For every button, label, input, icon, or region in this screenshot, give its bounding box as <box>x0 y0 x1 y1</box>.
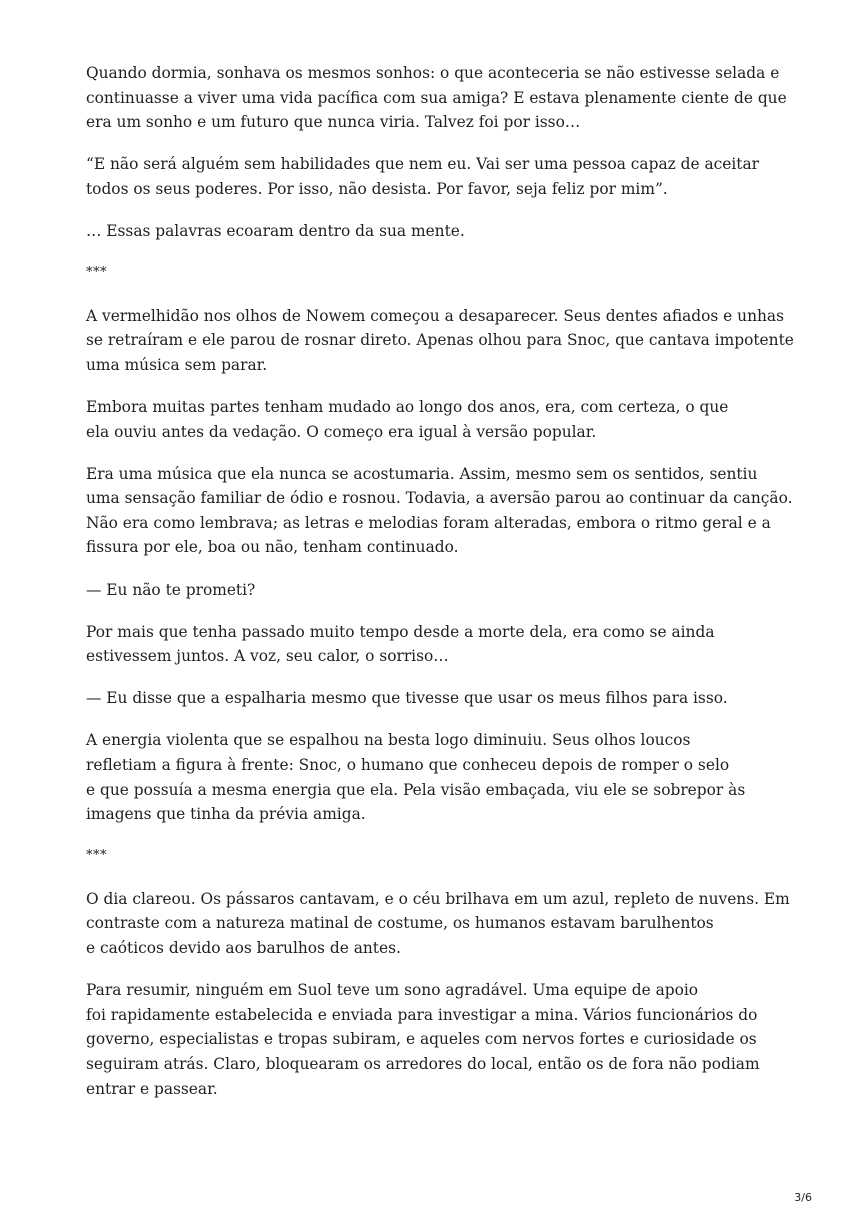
text-line: ela ouviu antes da vedação. O começo era igual à versão popular. <box>86 422 597 441</box>
text-line: Embora muitas partes tenham mudado ao longo dos anos, era, com certeza, o que <box>86 397 729 416</box>
paragraph <box>86 620 786 669</box>
paragraph <box>86 304 794 378</box>
separator-text: *** <box>86 848 107 864</box>
text-line: — Eu não te prometi? <box>86 580 256 599</box>
text-line: contraste com a natureza matinal de costume, os humanos estavam barulhentos <box>86 914 714 933</box>
text-line: … Essas palavras ecoaram dentro da sua mente. <box>86 221 465 240</box>
text-line: Por mais que tenha passado muito tempo desde a morte dela, era como se ainda <box>86 622 715 641</box>
text-line: estivessem juntos. A voz, seu calor, o sorriso… <box>86 647 449 666</box>
text-line: — Eu disse que a espalharia mesmo que tivesse que usar os meus filhos para isso. <box>86 689 728 708</box>
text-line: continuasse a viver uma vida pacífica com sua amiga? E estava plenamente ciente de que <box>86 88 787 107</box>
dialogue-paragraph <box>86 578 786 603</box>
scene-separator <box>86 844 786 869</box>
text-line: Era uma música que ela nunca se acostumaria. Assim, mesmo sem os sentidos, sentiu <box>86 464 758 483</box>
text-line: A energia violenta que se espalhou na besta logo diminuiu. Seus olhos loucos <box>86 731 691 750</box>
text-line: foi rapidamente estabelecida e enviada para investigar a mina. Vários funcionários do <box>86 1005 758 1024</box>
text-line: e que possuía a mesma energia que ela. Pela visão embaçada, viu ele se sobrepor às <box>86 780 746 799</box>
text-line: se retraíram e ele parou de rosnar direto. Apenas olhou para Snoc, que cantava impotente <box>86 331 794 350</box>
text-line: imagens que tinha da prévia amiga. <box>86 805 366 824</box>
text-line: era um sonho e um futuro que nunca viria. Talvez foi por isso… <box>86 113 581 132</box>
text-line: uma música sem parar. <box>86 355 268 374</box>
paragraph <box>86 152 786 201</box>
separator-text: *** <box>86 265 107 281</box>
paragraph <box>86 61 786 135</box>
text-line: uma sensação familiar de ódio e rosnou. Todavia, a aversão parou ao continuar da canção. <box>86 489 793 508</box>
text-line: governo, especialistas e tropas subiram, e aqueles com nervos fortes e curiosidade os <box>86 1030 757 1049</box>
text-line: seguiram atrás. Claro, bloquearam os arredores do local, então os de fora não podiam <box>86 1054 760 1073</box>
paragraph <box>86 728 786 826</box>
text-line: entrar e passear. <box>86 1079 218 1098</box>
scene-separator <box>86 261 786 286</box>
text-line: “E não será alguém sem habilidades que nem eu. Vai ser uma pessoa capaz de aceitar <box>86 155 760 174</box>
text-line: A vermelhidão nos olhos de Nowem começou a desaparecer. Seus dentes afiados e unhas <box>86 306 784 325</box>
text-line: O dia clareou. Os pássaros cantavam, e o céu brilhava em um azul, repleto de nuvens. Em <box>86 889 790 908</box>
paragraph <box>86 395 786 444</box>
text-line: e caóticos devido aos barulhos de antes. <box>86 939 401 958</box>
text-line: Quando dormia, sonhava os mesmos sonhos: o que aconteceria se não estivesse selada e <box>86 64 780 82</box>
text-line: todos os seus poderes. Por isso, não desista. Por favor, seja feliz por mim”. <box>86 179 668 198</box>
page-number: 3/6 <box>794 1191 812 1204</box>
text-line: Para resumir, ninguém em Suol teve um sono agradável. Uma equipe de apoio <box>86 981 699 1000</box>
paragraph <box>86 978 786 1101</box>
text-line: Não era como lembrava; as letras e melodias foram alteradas, embora o ritmo geral e a <box>86 513 771 532</box>
document-body <box>86 61 794 1119</box>
paragraph <box>86 462 793 560</box>
text-line: fissura por ele, boa ou não, tenham continuado. <box>86 538 459 557</box>
paragraph <box>86 219 786 244</box>
dialogue-paragraph <box>86 686 786 711</box>
paragraph <box>86 887 790 961</box>
text-line: refletiam a figura à frente: Snoc, o humano que conheceu depois de romper o selo <box>86 755 730 774</box>
